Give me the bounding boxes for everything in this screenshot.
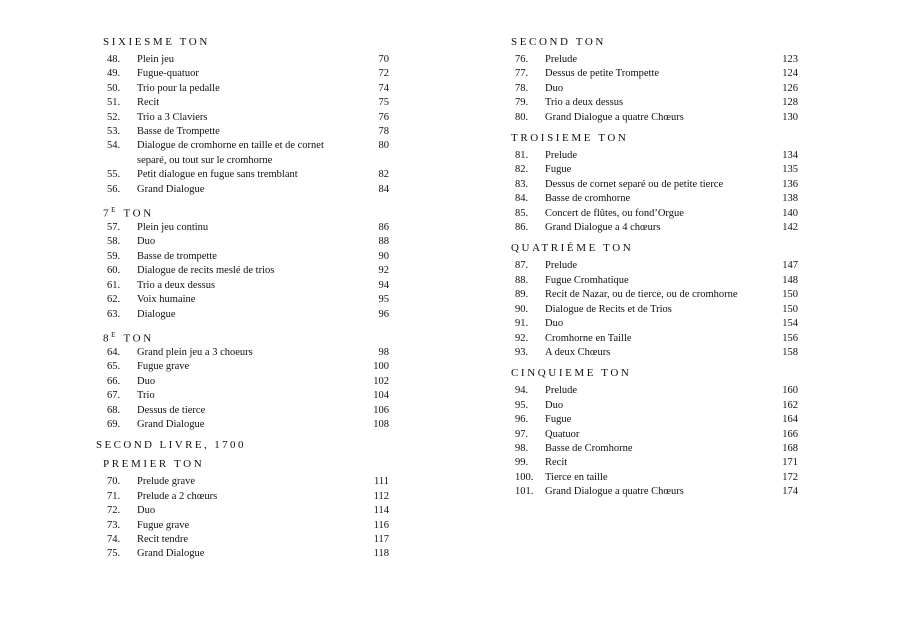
list-item	[103, 235, 389, 249]
entry-number: 55.	[107, 169, 121, 181]
entry-number: 66.	[107, 375, 121, 387]
entry-title: Grand Dialogue	[137, 548, 205, 560]
entry-number: 91.	[515, 318, 529, 330]
entry-title: Trio a 3 Claviers	[137, 111, 208, 123]
entry-title: Duo	[545, 399, 564, 411]
entry-title: Grand Dialogue a quatre Chœurs	[545, 486, 684, 498]
entry-title: Duo	[545, 318, 564, 330]
section-troisieme-ton	[511, 129, 798, 235]
entry-page-number: 114	[373, 505, 389, 517]
right-column	[511, 33, 798, 504]
entry-title: Fugue grave	[137, 519, 190, 531]
entry-number: 75.	[107, 548, 121, 560]
entry-page-number: 92	[378, 265, 389, 277]
entry-title: Prelude	[545, 385, 578, 397]
entry-page-number: 100	[373, 361, 389, 373]
list-item	[103, 389, 389, 403]
list-item	[511, 274, 798, 288]
entry-title: A deux Chœurs	[545, 346, 611, 358]
entry-title: Dialogue de Recits et de Trios	[545, 303, 672, 315]
entry-title: Fugue-quatuor	[137, 68, 199, 80]
list-item	[103, 53, 389, 67]
entry-page-number: 80	[378, 140, 389, 152]
entry-number: 100.	[515, 471, 534, 483]
entry-list	[511, 53, 798, 125]
list-item	[103, 111, 389, 125]
entry-number: 99.	[515, 457, 529, 469]
entry-title: Recit de Nazar, ou de tierce, ou de cromhorne	[545, 289, 738, 301]
entry-page-number: 70	[378, 54, 389, 65]
entry-page-number: 104	[373, 390, 389, 402]
section-title-text: TON	[123, 332, 154, 345]
entry-number: 78.	[515, 82, 529, 94]
entry-page-number: 117	[373, 533, 389, 545]
entry-number: 86.	[515, 222, 529, 234]
entry-page-number: 134	[782, 150, 798, 162]
section-title-text: SIXIESME TON	[103, 36, 210, 48]
entry-title: Prelude a 2 chœurs	[137, 490, 218, 502]
section-second-ton	[511, 33, 798, 125]
section-title-superscript: E	[111, 330, 116, 339]
entry-page-number: 154	[782, 318, 798, 330]
entry-number: 81.	[515, 150, 529, 162]
list-item	[103, 547, 389, 561]
entry-page-number: 172	[782, 471, 798, 483]
entry-title: Trio	[137, 390, 155, 402]
entry-title: Recit	[137, 97, 160, 109]
entry-list	[103, 221, 389, 322]
entry-number: 82.	[515, 164, 529, 176]
entry-page-number: 150	[782, 289, 798, 301]
list-item	[511, 485, 798, 499]
entry-title: Dessus de cornet separé ou de petite tierce	[545, 178, 724, 190]
entry-title: Plein jeu	[137, 54, 175, 65]
list-item	[511, 207, 798, 221]
section-premier-ton	[103, 455, 389, 561]
entry-page-number: 124	[782, 68, 798, 80]
left-column	[96, 33, 389, 566]
list-item	[511, 178, 798, 192]
entry-number: 79.	[515, 97, 529, 109]
entry-page-number: 108	[373, 418, 389, 430]
entry-number: 65.	[107, 361, 121, 373]
list-item	[103, 375, 389, 389]
list-item	[103, 475, 389, 489]
entry-page-number: 156	[782, 332, 798, 344]
entry-number: 48.	[107, 54, 121, 65]
entry-title: Duo	[137, 505, 156, 517]
entry-title: Cromhorne en Taille	[545, 332, 632, 344]
entry-list	[103, 53, 389, 197]
section-title	[103, 33, 389, 51]
entry-page-number: 112	[373, 490, 389, 502]
list-item	[511, 442, 798, 456]
entry-title: Dialogue de cromhorne en taille et de cornet separé, ou tout sur le cromhorne	[137, 140, 324, 166]
list-item	[511, 96, 798, 110]
entry-page-number: 106	[373, 404, 389, 416]
list-item	[103, 279, 389, 293]
entry-number: 71.	[107, 490, 121, 502]
entry-number: 87.	[515, 260, 529, 272]
entry-title: Fugue grave	[137, 361, 190, 373]
list-item	[511, 53, 798, 67]
entry-list	[511, 259, 798, 360]
entry-page-number: 158	[782, 346, 798, 358]
list-item	[511, 384, 798, 398]
entry-number: 80.	[515, 111, 529, 123]
entry-number: 52.	[107, 111, 121, 123]
entry-page-number: 164	[782, 414, 798, 426]
entry-number: 70.	[107, 476, 121, 488]
entry-page-number: 138	[782, 193, 798, 205]
entry-title: Recit tendre	[137, 533, 189, 545]
entry-number: 53.	[107, 126, 121, 138]
entry-page-number: 84	[378, 183, 389, 195]
entry-list	[511, 384, 798, 499]
entry-number: 84.	[515, 193, 529, 205]
entry-number: 94.	[515, 385, 529, 397]
section-title-number: 8	[103, 332, 112, 345]
entry-number: 101.	[515, 486, 534, 498]
section-title-text: CINQUIEME TON	[511, 367, 632, 380]
list-item	[103, 82, 389, 96]
entry-title: Trio a deux dessus	[137, 279, 216, 291]
entry-page-number: 136	[782, 178, 798, 190]
section-title	[511, 129, 798, 147]
entry-number: 49.	[107, 68, 121, 80]
list-item	[511, 317, 798, 331]
entry-title: Dialogue	[137, 308, 176, 320]
section-quatrieme-ton	[511, 239, 798, 360]
entry-number: 77.	[515, 68, 529, 80]
list-item	[103, 264, 389, 278]
entry-number: 88.	[515, 274, 529, 286]
section-title-text: QUATRIÉME TON	[511, 242, 634, 255]
list-item	[103, 504, 389, 518]
entry-title: Duo	[137, 375, 156, 387]
entry-page-number: 75	[378, 97, 389, 109]
entry-title: Prelude	[545, 54, 578, 65]
list-item	[511, 221, 798, 235]
entry-title: Prelude	[545, 150, 578, 162]
entry-list	[103, 346, 389, 432]
section-title-number: 7	[103, 207, 112, 220]
entry-title: Dessus de tierce	[137, 404, 206, 416]
entry-page-number: 95	[378, 294, 389, 306]
entry-page-number: 86	[378, 222, 389, 234]
list-item	[103, 67, 389, 81]
entry-page-number: 94	[378, 279, 389, 291]
entry-number: 50.	[107, 82, 121, 94]
entry-title: Basse de trompette	[137, 250, 217, 262]
entry-title: Grand Dialogue	[137, 183, 205, 195]
entry-list	[103, 475, 389, 561]
section-title	[511, 33, 798, 51]
section-title	[511, 239, 798, 257]
entry-title: Grand Dialogue a quatre Chœurs	[545, 111, 684, 123]
entry-number: 68.	[107, 404, 121, 416]
section-7e-ton	[103, 201, 389, 322]
entry-page-number: 78	[378, 126, 389, 138]
list-item	[103, 293, 389, 307]
entry-page-number: 96	[378, 308, 389, 320]
list-item	[103, 96, 389, 110]
entry-page-number: 128	[782, 97, 798, 109]
entry-number: 60.	[107, 265, 121, 277]
entry-number: 95.	[515, 399, 529, 411]
entry-title: Recit	[545, 457, 568, 469]
section-title-superscript: E	[111, 206, 116, 215]
entry-page-number: 166	[782, 428, 798, 440]
section-title-text: SECOND TON	[511, 36, 606, 48]
list-item	[511, 471, 798, 485]
list-item	[103, 519, 389, 533]
entry-title: Dialogue de recits meslé de trios	[137, 265, 275, 277]
list-item	[103, 125, 389, 139]
entry-page-number: 102	[373, 375, 389, 387]
entry-number: 61.	[107, 279, 121, 291]
list-item	[103, 360, 389, 374]
list-item	[103, 183, 389, 197]
entry-number: 59.	[107, 250, 121, 262]
entry-title: Grand Dialogue a 4 chœurs	[545, 222, 661, 234]
list-item	[103, 404, 389, 418]
entry-number: 69.	[107, 418, 121, 430]
list-item	[103, 221, 389, 235]
list-item	[511, 259, 798, 273]
entry-page-number: 168	[782, 442, 798, 454]
section-title-text: TON	[123, 207, 154, 220]
book-heading: SECOND LIVRE, 1700	[96, 439, 246, 452]
entry-title: Basse de Cromhorne	[545, 442, 633, 454]
entry-title: Tierce en taille	[545, 471, 608, 483]
entry-title: Fugue	[545, 414, 572, 426]
entry-title: Petit dialogue en fugue sans tremblant	[137, 169, 298, 181]
list-item	[511, 82, 798, 96]
list-item	[103, 346, 389, 360]
entry-page-number: 90	[378, 250, 389, 262]
list-item	[103, 418, 389, 432]
list-item	[103, 490, 389, 504]
list-item	[511, 163, 798, 177]
section-title	[103, 455, 389, 473]
list-item	[511, 192, 798, 206]
entry-page-number: 142	[782, 222, 798, 234]
entry-page-number: 111	[374, 476, 389, 488]
entry-page-number: 82	[378, 169, 389, 181]
section-title-text: TROISIEME TON	[511, 132, 629, 145]
entry-title: Concert de flûtes, ou fond’Orgue	[545, 207, 684, 219]
list-item	[511, 428, 798, 442]
entry-number: 74.	[107, 533, 121, 545]
entry-title: Dessus de petite Trompette	[545, 68, 660, 80]
entry-number: 62.	[107, 294, 121, 306]
entry-title: Prelude	[545, 260, 578, 272]
entry-page-number: 160	[782, 385, 798, 397]
section-title	[511, 364, 798, 382]
list-item	[511, 288, 798, 302]
entry-title: Trio a deux dessus	[545, 97, 624, 109]
entry-number: 83.	[515, 178, 529, 190]
entry-title: Voix humaine	[137, 294, 196, 306]
section-cinquieme-ton	[511, 364, 798, 499]
entry-page-number: 126	[782, 82, 798, 94]
entry-number: 64.	[107, 346, 121, 358]
section-title	[103, 326, 389, 344]
entry-page-number: 140	[782, 207, 798, 219]
entry-title: Plein jeu continu	[137, 222, 209, 234]
list-item	[511, 303, 798, 317]
entry-page-number: 116	[373, 519, 389, 531]
entry-number: 58.	[107, 236, 121, 248]
list-item	[103, 250, 389, 264]
entry-number: 90.	[515, 303, 529, 315]
entry-title: Prelude grave	[137, 476, 196, 488]
entry-title: Grand plein jeu a 3 choeurs	[137, 346, 253, 358]
list-item	[511, 149, 798, 163]
entry-number: 97.	[515, 428, 529, 440]
entry-number: 93.	[515, 346, 529, 358]
entry-list	[511, 149, 798, 235]
entry-page-number: 123	[782, 54, 798, 65]
list-item	[511, 332, 798, 346]
entry-page-number: 171	[782, 457, 798, 469]
entry-page-number: 118	[373, 548, 389, 560]
list-item	[511, 413, 798, 427]
entry-number: 54.	[107, 140, 121, 152]
entry-title: Grand Dialogue	[137, 418, 205, 430]
entry-page-number: 150	[782, 303, 798, 315]
entry-page-number: 135	[782, 164, 798, 176]
entry-title: Basse de cromhorne	[545, 193, 631, 205]
entry-page-number: 98	[378, 346, 389, 358]
list-item	[103, 139, 389, 168]
section-title	[103, 201, 389, 219]
entry-title: Basse de Trompette	[137, 126, 220, 138]
entry-title: Fugue	[545, 164, 572, 176]
list-item	[511, 399, 798, 413]
entry-page-number: 130	[782, 111, 798, 123]
entry-title: Duo	[545, 82, 564, 94]
list-item	[103, 168, 389, 182]
entry-title: Quatuor	[545, 428, 580, 440]
entry-title: Trio pour la pedalle	[137, 82, 220, 94]
entry-number: 96.	[515, 414, 529, 426]
entry-title: Fugue Cromhatique	[545, 274, 629, 286]
entry-page-number: 76	[378, 111, 389, 123]
list-item	[511, 346, 798, 360]
list-item	[103, 533, 389, 547]
entry-number: 76.	[515, 54, 529, 65]
entry-number: 98.	[515, 442, 529, 454]
section-8e-ton	[103, 326, 389, 432]
entry-title: Duo	[137, 236, 156, 248]
entry-page-number: 88	[378, 236, 389, 248]
entry-page-number: 72	[378, 68, 389, 80]
entry-page-number: 174	[782, 486, 798, 498]
entry-page-number: 162	[782, 399, 798, 411]
section-sixiesme-ton	[103, 33, 389, 197]
list-item	[103, 308, 389, 322]
entry-number: 57.	[107, 222, 121, 234]
entry-number: 92.	[515, 332, 529, 344]
list-item	[511, 67, 798, 81]
entry-number: 67.	[107, 390, 121, 402]
entry-number: 72.	[107, 505, 121, 517]
entry-page-number: 147	[782, 260, 798, 272]
entry-number: 63.	[107, 308, 121, 320]
section-title-text: PREMIER TON	[103, 458, 205, 471]
entry-number: 89.	[515, 289, 529, 301]
entry-number: 85.	[515, 207, 529, 219]
entry-number: 73.	[107, 519, 121, 531]
entry-page-number: 148	[782, 274, 798, 286]
entry-number: 51.	[107, 97, 121, 109]
entry-page-number: 74	[378, 82, 389, 94]
entry-number: 56.	[107, 183, 121, 195]
list-item	[511, 456, 798, 470]
list-item	[511, 111, 798, 125]
